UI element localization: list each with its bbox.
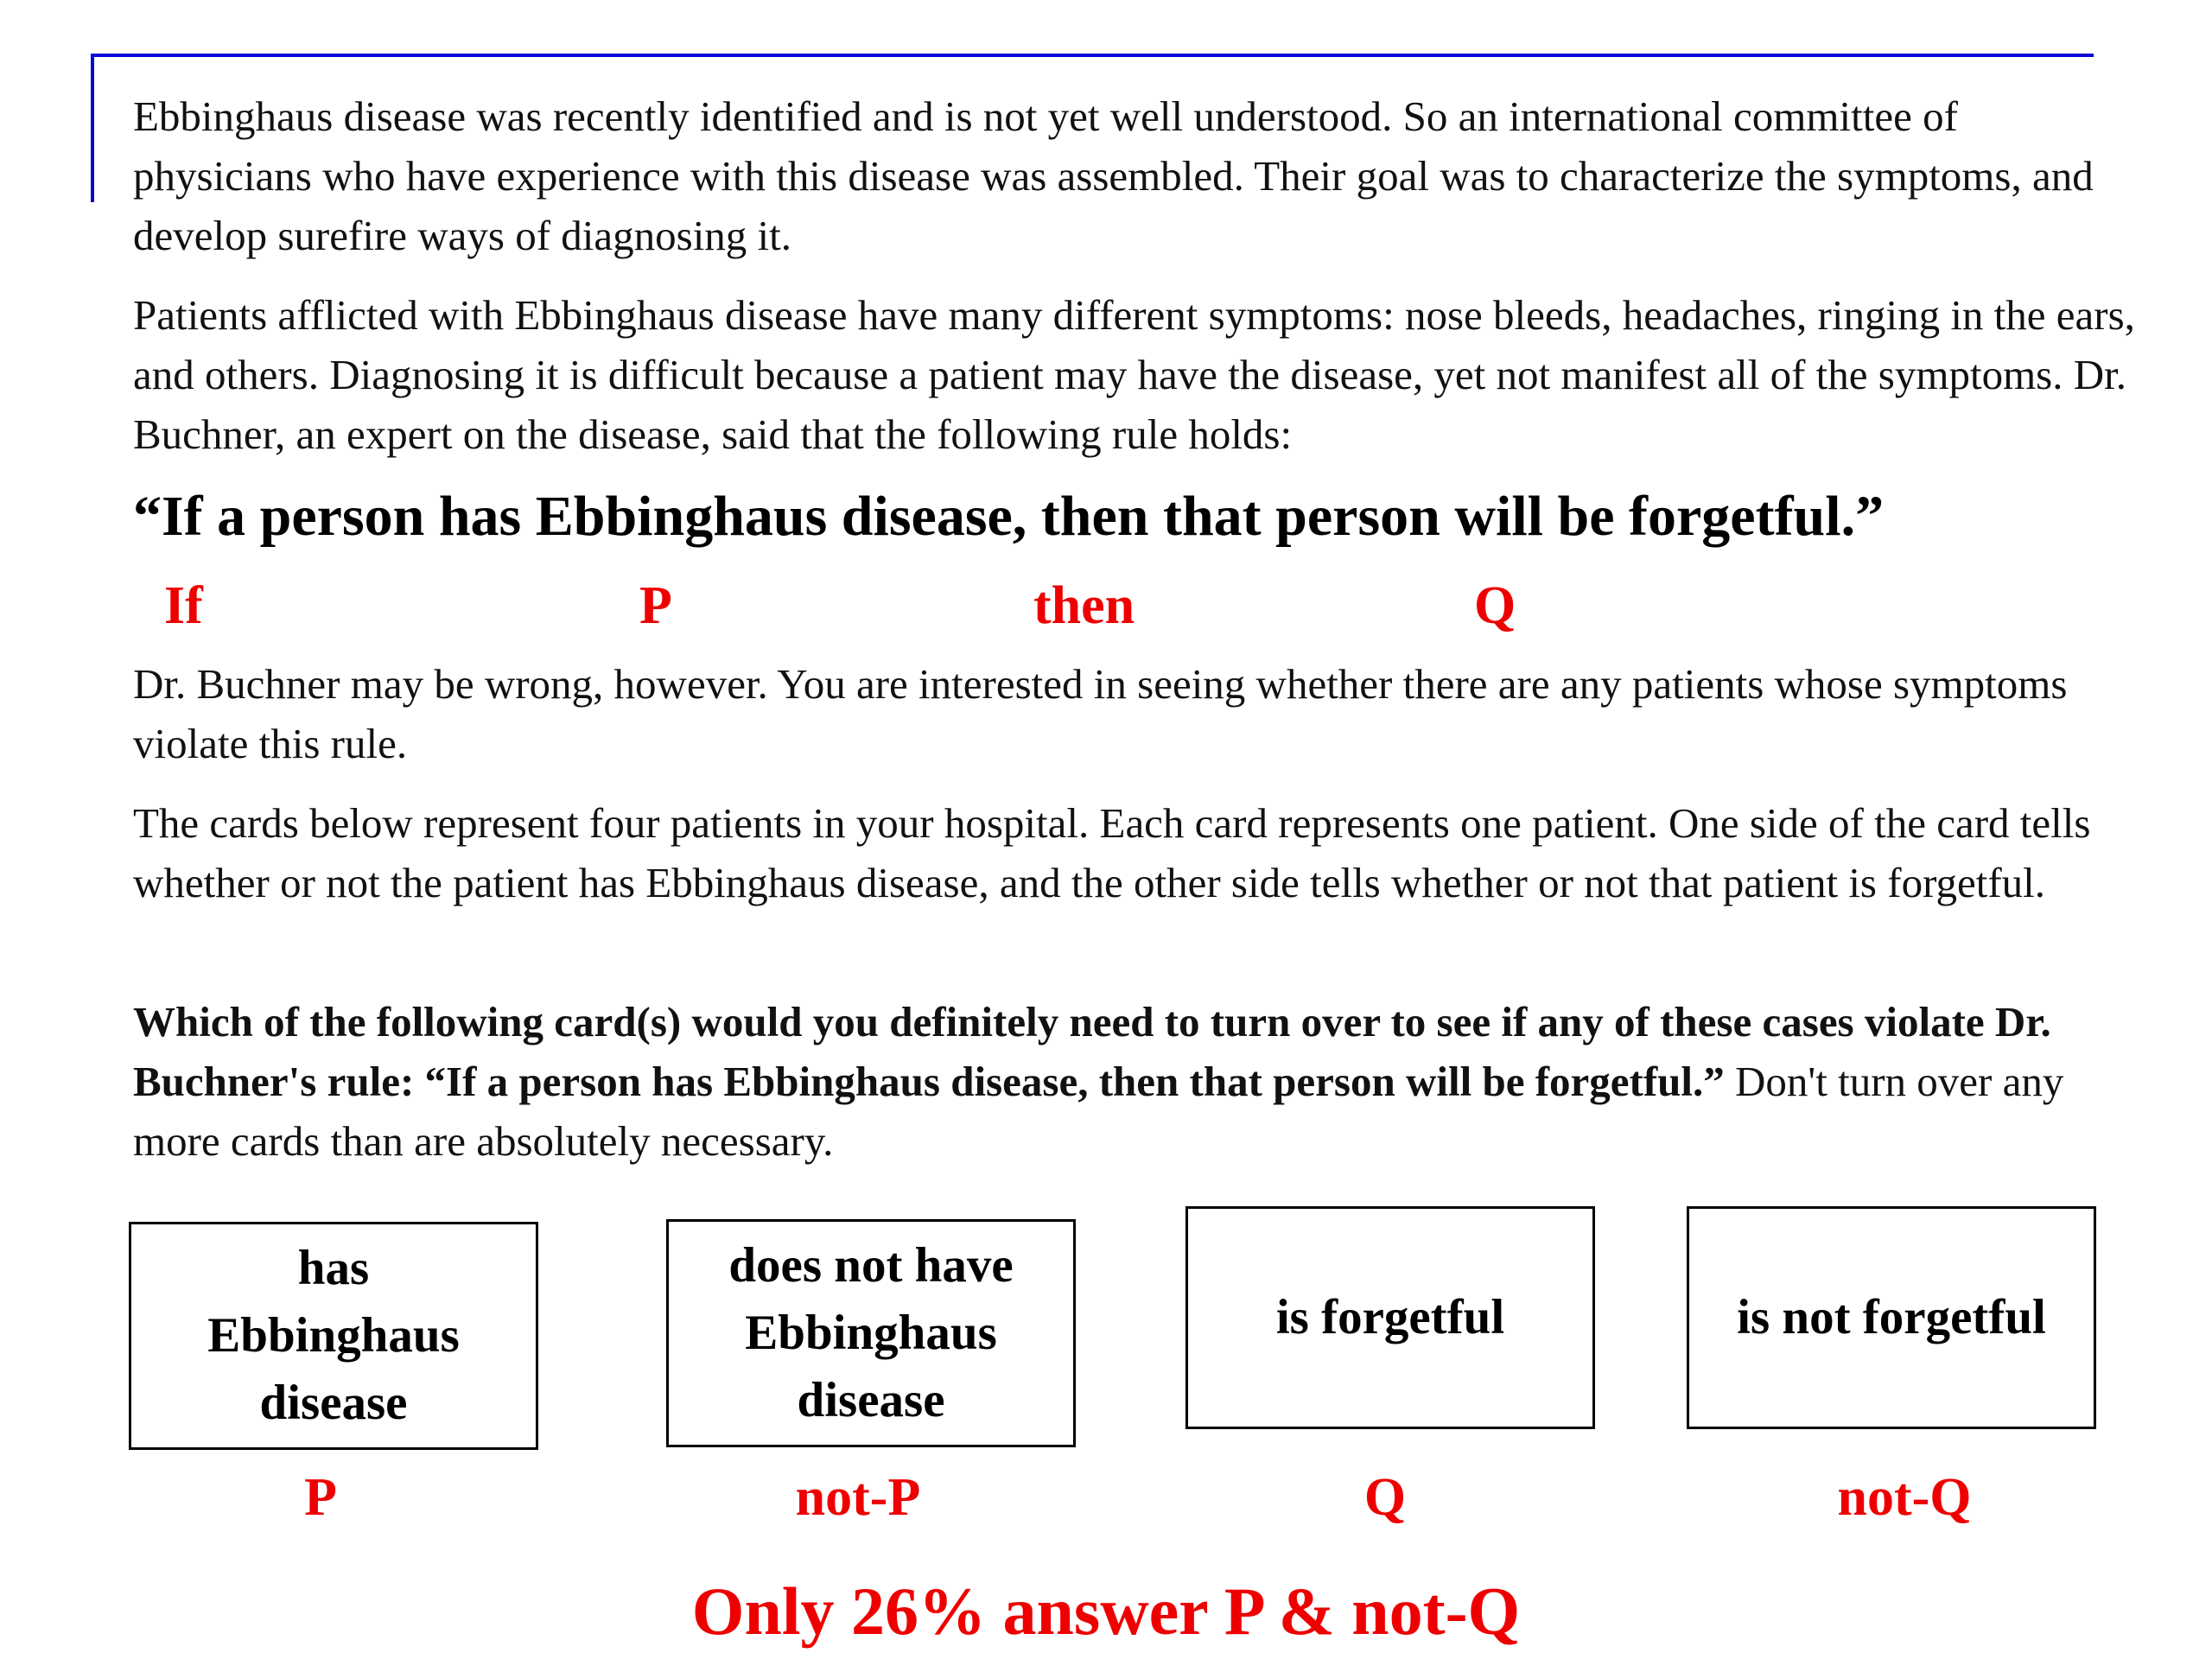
frame-top-line xyxy=(91,54,2094,57)
card-is-not-forgetful[interactable] xyxy=(1687,1206,2096,1429)
card-line: Ebbinghaus xyxy=(745,1306,997,1360)
rule-label-then: then xyxy=(1033,576,1135,635)
frame-left-line xyxy=(91,54,94,202)
question-plain-text: Don't turn over any more cards than are absolutely necessary. xyxy=(133,1058,2064,1165)
card-is-forgetful[interactable] xyxy=(1185,1206,1595,1429)
rule-label-if: If xyxy=(164,576,203,635)
question-paragraph xyxy=(133,992,2138,1171)
intro-paragraph: Ebbinghaus disease was recently identified and is not yet well understood. So an international committee of physicians who have experience with this disease was assembled. Their goal was to characterize the symptoms, and develop surefire ways of diagnosing it. xyxy=(133,92,2094,259)
card-line: is forgetful xyxy=(1275,1290,1505,1344)
result-footnote: Only 26% answer P & not-Q xyxy=(691,1573,1521,1649)
card-does-not-have-disease[interactable] xyxy=(666,1219,1076,1447)
card-line: is not forgetful xyxy=(1737,1290,2046,1344)
rule-label-p: P xyxy=(639,576,672,635)
cards-description-paragraph: The cards below represent four patients in your hospital. Each card represents one patient. One side of the card tells whether or not the patient has Ebbinghaus disease, and the other side tells whether or not that patient is forgetful. xyxy=(133,799,2091,906)
card-label-not-q: not-Q xyxy=(1837,1468,1972,1527)
card-has-disease[interactable] xyxy=(129,1222,538,1450)
card-line: disease xyxy=(797,1373,945,1427)
caveat-paragraph: Dr. Buchner may be wrong, however. You are interested in seeing whether there are any patients whose symptoms violate this rule. xyxy=(133,660,2068,767)
card-label-q: Q xyxy=(1363,1468,1407,1527)
rule-label-q: Q xyxy=(1474,576,1516,635)
card-label-p: P xyxy=(304,1468,337,1527)
symptoms-paragraph: Patients afflicted with Ebbinghaus disease have many different symptoms: nose bleeds, headaches, ringing in the ears, and others. Diagnosing it is difficult because a patient may have the disease, yet not manifest all of the symptoms. Dr. Buchner, an expert on the disease, said that the following rule holds: xyxy=(133,291,2135,458)
question-bold-text: Which of the following card(s) would you definitely need to turn over to see if any of these cases violate Dr. Buchner's rule: “If a person has Ebbinghaus disease, then that person will be forgetful.” xyxy=(133,998,2051,1105)
card-label-not-p: not-P xyxy=(795,1468,921,1527)
card-line: Ebbinghaus xyxy=(207,1308,460,1363)
card-line: does not have xyxy=(728,1238,1014,1293)
card-line: disease xyxy=(259,1376,408,1430)
rule-statement: “If a person has Ebbinghaus disease, then that person will be forgetful.” xyxy=(133,485,1885,548)
card-line: has xyxy=(297,1241,370,1295)
